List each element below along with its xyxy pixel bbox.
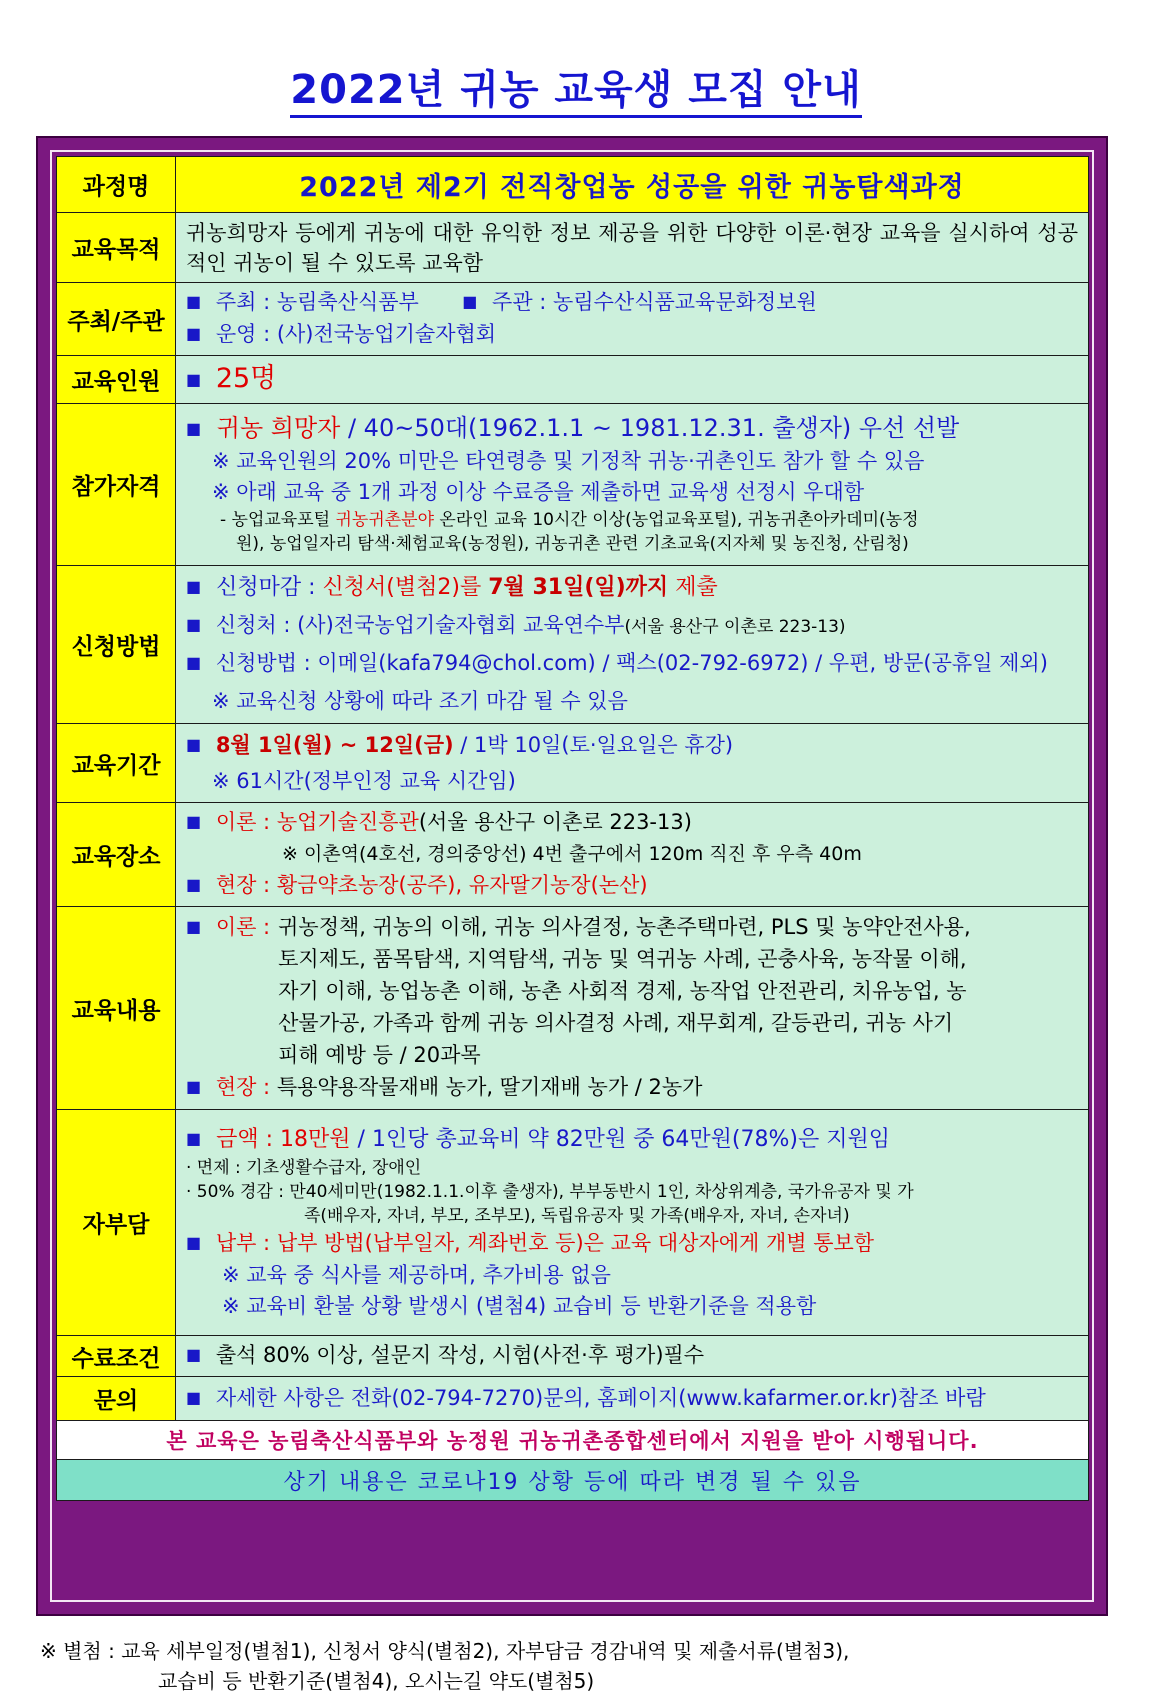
eligibility-content [176, 404, 1089, 566]
fee-discount-b: 족(배우자, 자녀, 부모, 조부모), 독립유공자 및 가족(배우자, 자녀, 손자녀) [304, 1205, 850, 1226]
bullet-icon: ■ [186, 1232, 202, 1252]
op-value: (사)전국농업기술자협회 [276, 322, 497, 346]
label-host: 주최/주관 [57, 283, 176, 356]
eligibility-note2: ※ 아래 교육 중 1개 과정 이상 수료증을 제출하면 교육생 선정시 우대함 [212, 480, 865, 504]
page-title: 2022년 귀농 교육생 모집 안내 [0, 58, 1152, 115]
period-content [176, 724, 1089, 803]
eligibility-note1: ※ 교육인원의 20% 미만은 타연령층 및 기정착 귀농·귀촌인도 참가 할 수 있음 [212, 449, 925, 473]
eligibility-sub-c: 원), 농업일자리 탐색·체험교육(농정원), 귀농귀촌 관련 기초교육(지자체 및 농진청, 산림청) [236, 534, 909, 554]
bullet-icon: ■ [186, 653, 202, 672]
content-theory-line: 귀농정책, 귀농의 이해, 귀농 의사결정, 농촌주택마련, PLS 및 농약안전사용, [278, 915, 971, 939]
row-notice [57, 1421, 1089, 1460]
purpose-value: 귀농희망자 등에게 귀농에 대한 유익한 정보 제공을 위한 다양한 이론·현장 교육을 실시하여 성공적인 귀농이 될 수 있도록 교육함 [186, 220, 1078, 275]
content-theory-line: 피해 예방 등 / 20과목 [278, 1043, 481, 1067]
content-theory-key: 이론 : [215, 915, 271, 939]
support-notice: 본 교육은 농림축산식품부와 농정원 귀농귀촌종합센터에서 지원을 받아 시행됩니다. [57, 1421, 1089, 1460]
completion-content [176, 1336, 1089, 1377]
label-content: 교육내용 [57, 907, 176, 1110]
fee-pay-key: 납부 : [215, 1230, 271, 1255]
period-dates: 8월 1일(월) ~ 12일(금) [215, 733, 454, 757]
label-venue: 교육장소 [57, 803, 176, 907]
eligibility-sub-a: - 농업교육포털 [220, 510, 336, 530]
content-theory-line: 자기 이해, 농업농촌 이해, 농촌 사회적 경제, 농작업 안전관리, 치유농업, 농 [278, 979, 967, 1003]
row-host [57, 283, 1089, 356]
label-fee: 자부담 [57, 1110, 176, 1336]
label-eligibility: 참가자격 [57, 404, 176, 566]
host-content: ■ 주최 : 농림축산식품부 ■ 주관 : 농림수산식품교육문화정보원 ■ 운영 : (사)전국농업기술자협회 [176, 283, 1089, 356]
venue-theory-key: 이론 : [215, 810, 271, 834]
label-apply: 신청방법 [57, 566, 176, 724]
venue-field-key: 현장 : [215, 873, 271, 897]
venue-field-place1: 황금약초농장 [276, 873, 399, 897]
deadline-a: 신청서(별첨2)를 [322, 575, 482, 600]
bullet-icon: ■ [186, 1128, 202, 1148]
deadline-date: 7월 31일(일)까지 [488, 575, 669, 600]
venue-field-loc1: (공주), [398, 873, 463, 897]
row-eligibility [57, 404, 1089, 566]
info-table [56, 156, 1089, 1501]
apply-content [176, 566, 1089, 724]
fee-note2: ※ 교육비 환불 상황 발생시 (별첨4) 교습비 등 반환기준을 적용함 [222, 1293, 817, 1318]
label-completion: 수료조건 [57, 1336, 176, 1377]
venue-theory-place: 농업기술진흥관 [276, 810, 419, 834]
place-key: 신청처 : [215, 613, 291, 637]
place-value: (사)전국농업기술자협회 교육연수부 [297, 613, 625, 637]
fee-amount-rest: / 1인당 총교육비 약 82만원 중 64만원(78%)은 지원임 [357, 1126, 890, 1152]
venue-field-loc2: (논산) [590, 873, 648, 897]
venue-theory-addr: (서울 용산구 이촌로 223-13) [418, 810, 692, 834]
bullet-icon: ■ [186, 735, 202, 754]
deadline-key: 신청마감 : [216, 575, 316, 600]
eligibility-sub-red: 귀농귀촌분야 [335, 510, 435, 530]
deadline-c: 제출 [675, 575, 718, 600]
bullet-icon: ■ [462, 292, 478, 311]
row-capacity [57, 356, 1089, 404]
method-key: 신청방법 : [215, 651, 311, 675]
purpose-text [176, 213, 1089, 283]
footer-line1: ※ 별첨 : 교육 세부일정(별첨1), 신청서 양식(별첨2), 자부담금 경감내역 및 제출서류(별첨3), [40, 1639, 850, 1663]
row-venue [57, 803, 1089, 907]
row-fee [57, 1110, 1089, 1336]
fee-amount-value: 18만원 [280, 1126, 351, 1152]
host-value: 농림축산식품부 [276, 290, 419, 314]
fee-discount-a: · 50% 경감 : 만40세미만(1982.1.1.이후 출생자), 부부동반시 1인, 차상위계층, 국가유공자 및 가 [186, 1181, 914, 1202]
capacity-content [176, 356, 1089, 404]
row-purpose [57, 213, 1089, 283]
period-note: ※ 61시간(정부인정 교육 시간임) [212, 769, 516, 793]
method-value: 이메일(kafa794@chol.com) / 팩스(02-792-6972) / 우편, 방문(공휴일 제외) [317, 651, 1048, 675]
label-contact: 문의 [57, 1377, 176, 1421]
op-key: 운영 [215, 322, 257, 346]
org-value: 농림수산식품교육문화정보원 [553, 290, 817, 314]
eligibility-age: / 40~50대(1962.1.1 ~ 1981.12.31. 출생자) 우선 선발 [347, 414, 960, 442]
eligibility-target: 귀농 희망자 [216, 414, 341, 442]
bullet-icon: ■ [186, 1387, 202, 1407]
label-capacity: 교육인원 [57, 356, 176, 404]
fee-amount-key: 금액 : [216, 1126, 274, 1152]
attachments-footer [40, 1636, 849, 1696]
content-content [176, 907, 1089, 1110]
label-course: 과정명 [57, 157, 176, 213]
venue-content [176, 803, 1089, 907]
venue-note: ※ 이촌역(4호선, 경의중앙선) 4번 출구에서 120m 직진 후 우측 40m [282, 843, 862, 865]
bullet-icon: ■ [186, 917, 202, 936]
content-field-key: 현장 : [215, 1075, 271, 1099]
contact-content [176, 1377, 1089, 1421]
row-notice2 [57, 1460, 1089, 1501]
row-apply [57, 566, 1089, 724]
row-period [57, 724, 1089, 803]
row-content [57, 907, 1089, 1110]
place-addr: (서울 용산구 이촌로 223-13) [624, 617, 846, 637]
eligibility-sub-b: 온라인 교육 10시간 이상(농업교육포털), 귀농귀촌아카데미(농정 [434, 510, 919, 530]
org-key: 주관 [492, 290, 533, 314]
fee-content [176, 1110, 1089, 1336]
bullet-icon: ■ [186, 1077, 202, 1096]
row-contact [57, 1377, 1089, 1421]
fee-note1: ※ 교육 중 식사를 제공하며, 추가비용 없음 [222, 1262, 611, 1287]
contact-value: 자세한 사항은 전화(02-794-7270)문의, 홈페이지(www.kafarmer.or.kr)참조 바람 [215, 1385, 986, 1410]
bullet-icon: ■ [186, 419, 202, 438]
row-course [57, 157, 1089, 213]
fee-pay-value: 납부 방법(납부일자, 계좌번호 등)은 교육 대상자에게 개별 통보함 [276, 1230, 875, 1255]
row-completion [57, 1336, 1089, 1377]
content-field-value: 특용약용작물재배 농가, 딸기재배 농가 / 2농가 [276, 1075, 703, 1099]
label-purpose: 교육목적 [57, 213, 176, 283]
label-period: 교육기간 [57, 724, 176, 803]
apply-note: ※ 교육신청 상황에 따라 조기 마감 될 수 있음 [212, 689, 628, 713]
capacity-value: 25명 [215, 362, 277, 394]
course-name: 2022년 제2기 전직창업농 성공을 위한 귀농탐색과정 [176, 157, 1089, 213]
announcement-frame [36, 136, 1108, 1616]
bullet-icon: ■ [186, 1345, 202, 1364]
change-notice: 상기 내용은 코로나19 상황 등에 따라 변경 될 수 있음 [57, 1460, 1089, 1501]
bullet-icon: ■ [186, 875, 202, 894]
bullet-icon: ■ [186, 812, 202, 831]
bullet-icon: ■ [186, 369, 202, 389]
completion-value: 출석 80% 이상, 설문지 작성, 시험(사전·후 평가)필수 [215, 1343, 705, 1367]
bullet-icon: ■ [186, 292, 202, 311]
bullet-icon: ■ [186, 615, 202, 634]
host-key: 주최 [215, 290, 257, 314]
period-rest: / 1박 10일(토·일요일은 휴강) [460, 733, 734, 757]
content-theory-line: 토지제도, 품목탐색, 지역탐색, 귀농 및 역귀농 사례, 곤충사육, 농작물 이해, [278, 947, 967, 971]
footer-line2: 교습비 등 반환기준(별첨4), 오시는길 약도(별첨5) [158, 1669, 595, 1693]
bullet-icon: ■ [186, 324, 202, 343]
venue-field-place2: 유자딸기농장 [468, 873, 591, 897]
fee-exempt: · 면제 : 기초생활수급자, 장애인 [186, 1157, 422, 1178]
content-theory-line: 산물가공, 가족과 함께 귀농 의사결정 사례, 재무회계, 갈등관리, 귀농 사기 [278, 1011, 954, 1035]
bullet-icon: ■ [186, 577, 202, 596]
